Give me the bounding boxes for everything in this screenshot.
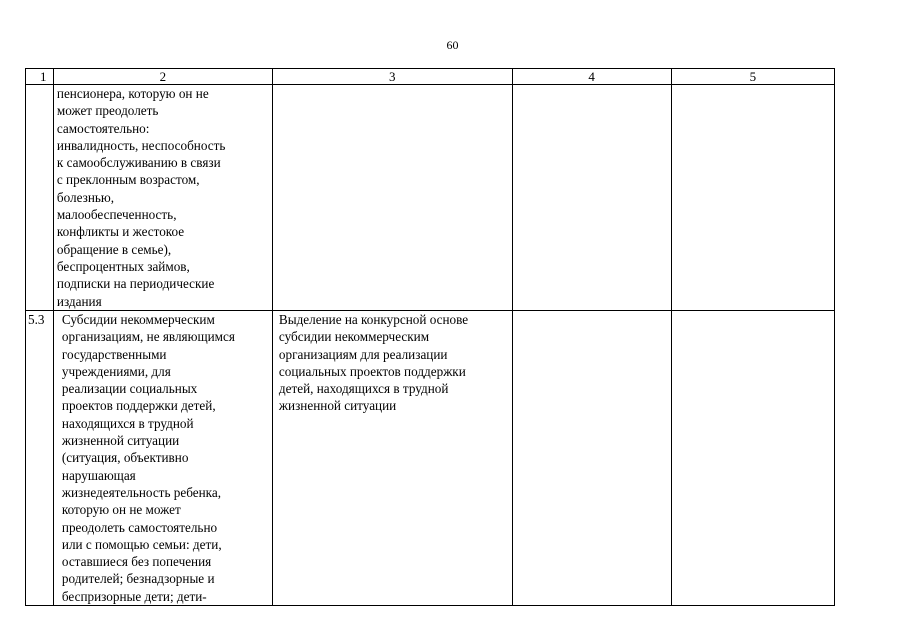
column-5-cell <box>671 311 834 606</box>
header-cell-3: 3 <box>272 69 512 85</box>
table-row <box>26 311 835 606</box>
column-4-cell <box>512 85 671 311</box>
content-cell <box>272 311 512 606</box>
content-text: Выделение на конкурсной основе субсидии некоммерческим организациям для реализации социальных проектов поддержки детей, находящихся в трудной жизненной ситуации <box>278 312 469 414</box>
table-row <box>26 85 835 311</box>
row-number-cell: 5.3 <box>26 311 54 606</box>
description-text: Субсидии некоммерческим организациям, не являющимся государственными учреждениями, для реализации социальных проектов поддержки детей, находящихся в трудной жизненной ситуации (ситуация, объективно нарушающая жизнедеятельность ребенка, которую он не может преодолеть самостоятельно или с помощью семьи: дети, оставшиеся без попечения родителей; безнадзорные и беспризорные дети; дети- <box>61 312 235 604</box>
header-cell-1: 1 <box>26 69 54 85</box>
row-number-cell <box>26 85 54 311</box>
header-cell-5: 5 <box>671 69 834 85</box>
content-cell <box>272 85 512 311</box>
description-cell <box>53 85 272 311</box>
table-header-row <box>26 69 835 85</box>
page-number: 60 <box>446 38 459 52</box>
description-text: пенсионера, которую он не может преодолеть самостоятельно: инвалидность, неспособность к самообслуживанию в связи с преклонным возрастом, болезнью, малообеспеченность, конфликты и жестокое обращение в семье), беспроцентных займов, подписки на периодические издания <box>56 86 226 309</box>
column-4-cell <box>512 311 671 606</box>
description-cell <box>53 311 272 606</box>
column-5-cell <box>671 85 834 311</box>
header-cell-2: 2 <box>53 69 272 85</box>
document-table <box>25 68 835 606</box>
header-cell-4: 4 <box>512 69 671 85</box>
